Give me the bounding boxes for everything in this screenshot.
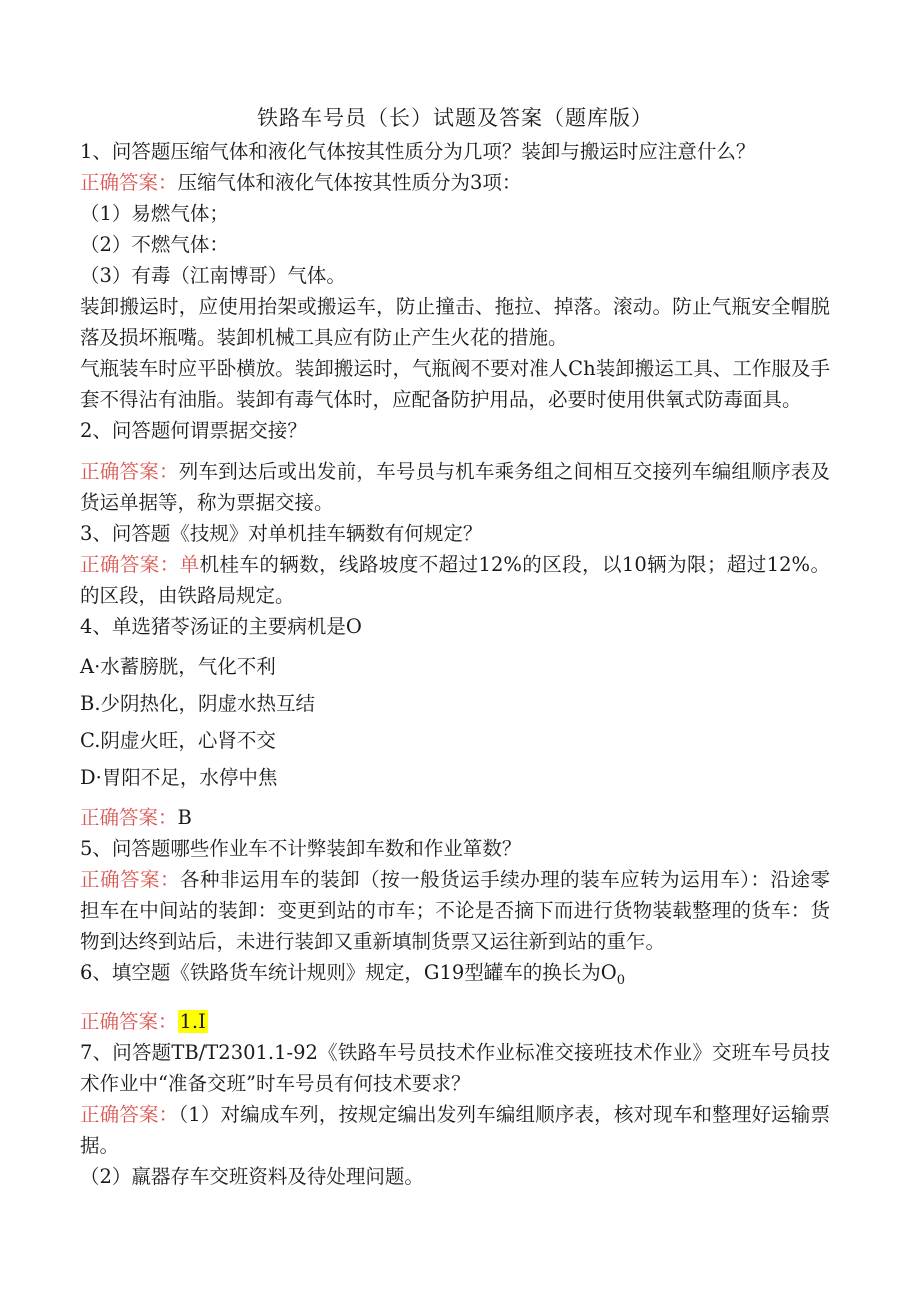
answer-1-item-1: （1）易燃气体； (80, 202, 229, 225)
answer-7-text: （1）对编成车列，按规定编出发列车编组顺序表，核对现车和整理好运输票据。 (80, 1102, 830, 1157)
answer-1-para-2: 气瓶装车时应平卧横放。装卸搬运时，气瓶阀不要对准人Ch装卸搬运工具、工作服及手套不得沾有油脂。装卸有毒气体时，应配备防护用品，必要时使用供氧式防毒面具。 (80, 357, 830, 411)
question-6-sub: 0 (616, 972, 626, 988)
question-7: 7、问答题TB/T2301.1-92《铁路车号员技术作业标准交接班技术作业》交班车号员技术作业中“准备交班”时车号员有何技术要求？ (80, 1040, 830, 1095)
answer-5-text: 各种非运用车的装卸（按一般货运手续办理的装车应转为运用车）：沿途零担车在中间站的装卸：变更到站的市车；不论是否摘下而进行货物装载整理的货车：货物到达终到站后，未进行装卸又重新填制货票又运往新到站的重乍。 (80, 868, 830, 953)
question-5: 5、问答题哪些作业车不计弊装卸车数和作业箪数？ (80, 837, 522, 860)
option-c: C.阴虚火旺，心肾不交 (80, 729, 276, 752)
answer-1-para-1: 装卸搬运时，应使用抬架或搬运车，防止撞击、拖拉、掉落。滚动。防止气瓶安全帽脱落及损坏瓶嘴。装卸机械工具应有防止产生火花的措施。 (80, 295, 830, 349)
document-title: 铁路车号员（长）试题及答案（题库版） (257, 106, 653, 130)
answer-label: 正确答案： (80, 806, 178, 829)
answer-1-item-2: （2）不燃气体： (80, 233, 229, 256)
question-2: 2、问答题何谓票据交接？ (80, 419, 307, 442)
question-3: 3、问答题《技规》对单机挂车辆数有何规定？ (80, 522, 483, 545)
answer-4 (80, 802, 830, 833)
option-b: B.少阴热化，阴虚水热互结 (80, 692, 316, 715)
answer-label: 正确答案： (80, 1102, 179, 1126)
answer-2 (80, 456, 830, 518)
answer-1-text: 压缩气体和液化气体按其性质分为3项： (177, 171, 522, 194)
question-4: 4、单选猪苓汤证的主要病机是O (80, 615, 362, 638)
document-page (80, 100, 830, 1192)
answer-1-item-3: （3）有毒（江南博哥）气体。 (80, 264, 346, 287)
answer-3-text: 机桂车的辆数，线路坡度不超过12%的区段，以10辆为限；超过12%。的区段，由铁路局规定。 (80, 553, 830, 607)
answer-5 (80, 864, 830, 957)
answer-3-red-char: 单 (179, 553, 200, 576)
question-6 (80, 957, 830, 996)
question-1: 1、问答题压缩气体和液化气体按其性质分为几项？装卸与搬运时应注意什么？ (80, 140, 756, 163)
answer-label: 正确答案： (80, 553, 180, 576)
answer-7 (80, 1099, 830, 1161)
question-6-text: 6、填空题《铁路货车统计规则》规定，G19型罐车的换长为O (80, 961, 617, 984)
option-d: D·胃阳不足，水停中焦 (80, 766, 278, 789)
answer-label: 正确答案： (80, 1009, 178, 1033)
answer-2-text: 列车到达后或出发前，车号员与机车乘务组之间相互交接列车编组顺序表及货运单据等，称为票据交接。 (80, 460, 830, 514)
answer-6-highlight: 1.I (179, 1009, 206, 1033)
answer-6 (80, 1006, 830, 1037)
answer-7-item-2: （2）羸器存车交班资料及待处理问题。 (80, 1164, 424, 1188)
option-a: A·水蓄膀胱，气化不利 (80, 655, 276, 678)
answer-label: 正确答案： (80, 460, 179, 483)
answer-label: 正确答案： (80, 868, 181, 891)
answer-label: 正确答案： (80, 171, 178, 194)
answer-3 (80, 549, 830, 611)
answer-4-text: B (177, 806, 192, 829)
answer-1 (80, 167, 830, 198)
